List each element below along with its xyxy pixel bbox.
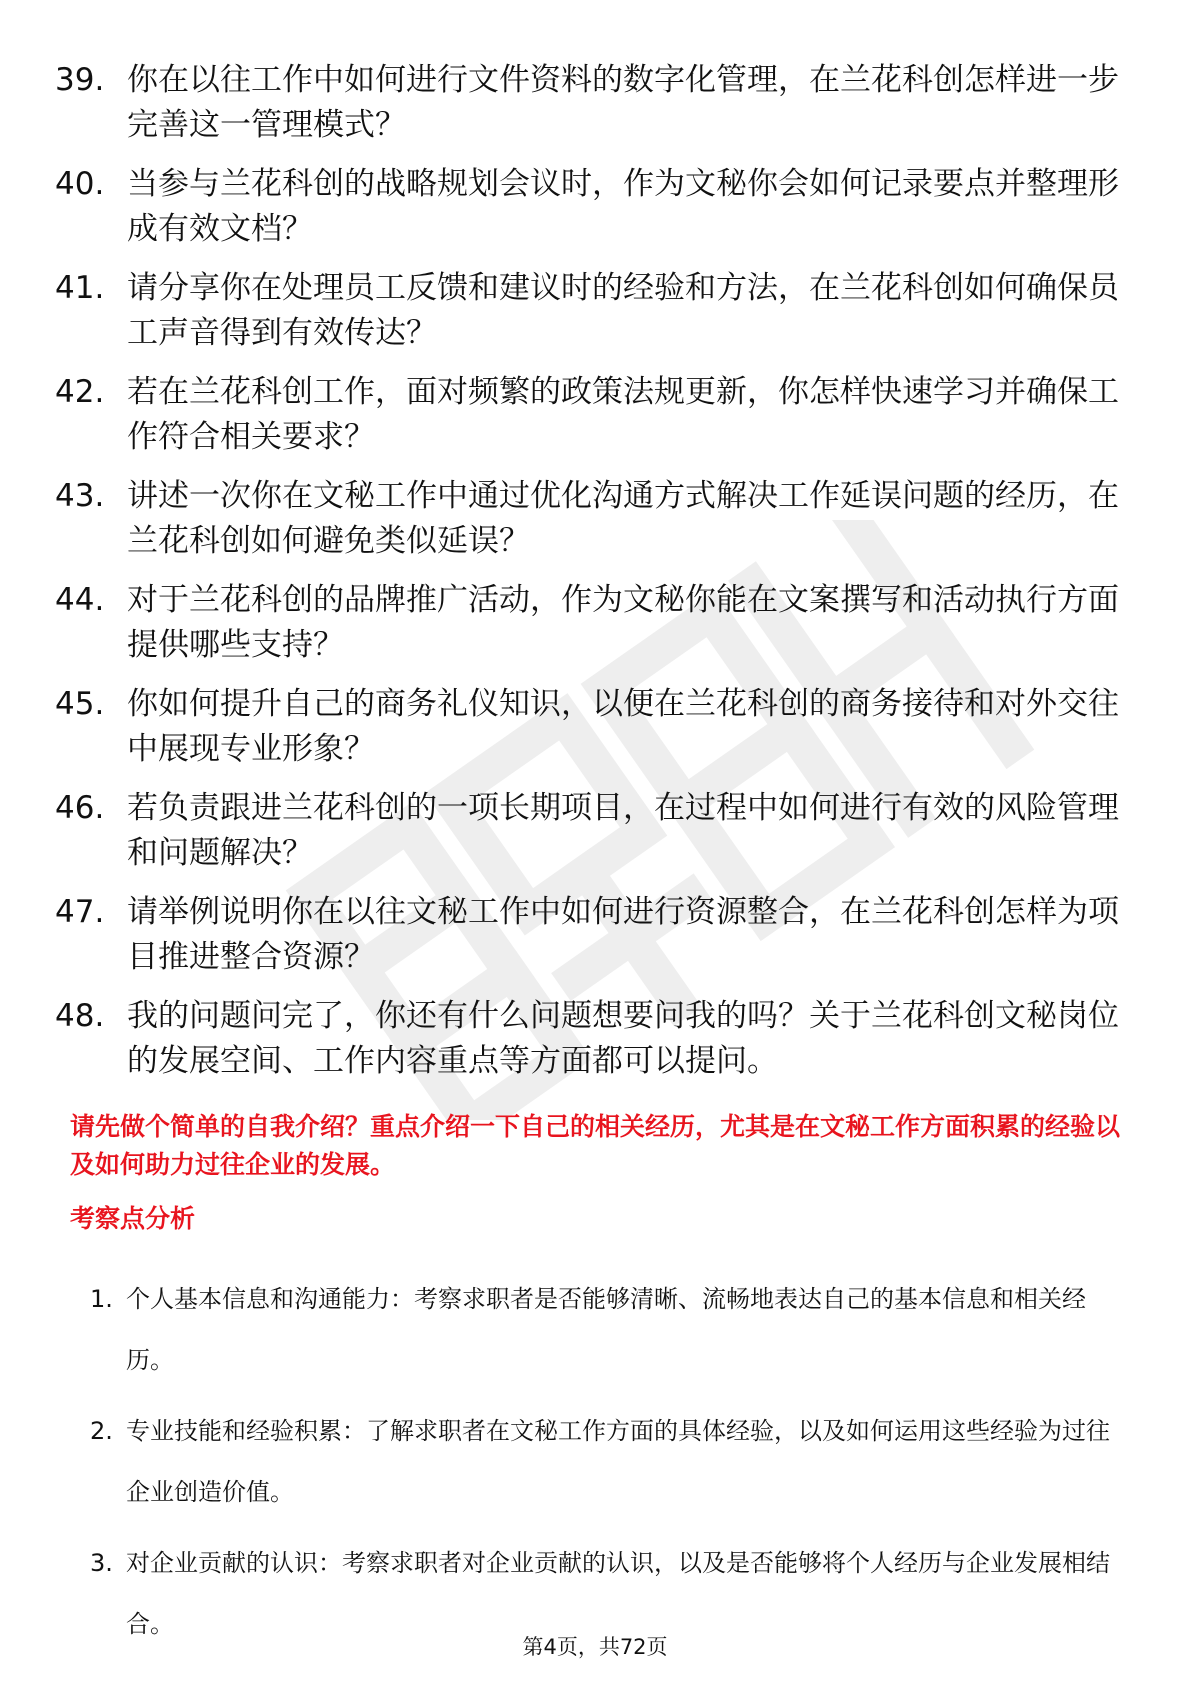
question-number: 43. — [55, 478, 105, 514]
analysis-number: 2. — [90, 1417, 113, 1445]
intro-question: 请先做个简单的自我介绍？重点介绍一下自己的相关经历，尤其是在文秘工作方面积累的经验以及如何助力过往企业的发展。 — [70, 1112, 1121, 1179]
analysis-item — [0, 1269, 1190, 1401]
question-list — [0, 58, 1190, 1098]
analysis-text: 个人基本信息和沟通能力：考察求职者是否能够清晰、流畅地表达自己的基本信息和相关经历。 — [126, 1285, 1086, 1374]
question-item — [0, 890, 1190, 994]
question-item — [0, 786, 1190, 890]
analysis-number: 3. — [90, 1549, 113, 1577]
analysis-number: 1. — [90, 1285, 113, 1313]
question-text: 请举例说明你在以往文秘工作中如何进行资源整合，在兰花科创怎样为项目推进整合资源？ — [127, 894, 1119, 975]
analysis-item — [0, 1401, 1190, 1533]
question-number: 45. — [55, 686, 105, 722]
analysis-title: 考察点分析 — [70, 1204, 196, 1233]
question-number: 47. — [55, 894, 105, 930]
question-item — [0, 578, 1190, 682]
analysis-text: 专业技能和经验积累：了解求职者在文秘工作方面的具体经验，以及如何运用这些经验为过往企业创造价值。 — [126, 1417, 1110, 1506]
question-number: 48. — [55, 998, 105, 1034]
question-number: 42. — [55, 374, 105, 410]
question-text: 对于兰花科创的品牌推广活动，作为文秘你能在文案撰写和活动执行方面提供哪些支持？ — [127, 582, 1119, 663]
question-item — [0, 266, 1190, 370]
question-number: 39. — [55, 62, 105, 98]
question-text: 你在以往工作中如何进行文件资料的数字化管理，在兰花科创怎样进一步完善这一管理模式？ — [127, 62, 1119, 143]
question-item — [0, 58, 1190, 162]
question-text: 讲述一次你在文秘工作中通过优化沟通方式解决工作延误问题的经历，在兰花科创如何避免类似延误？ — [127, 478, 1119, 559]
question-item — [0, 994, 1190, 1098]
question-item — [0, 474, 1190, 578]
question-item — [0, 162, 1190, 266]
question-item — [0, 370, 1190, 474]
question-number: 46. — [55, 790, 105, 826]
question-item — [0, 682, 1190, 786]
question-text: 你如何提升自己的商务礼仪知识，以便在兰花科创的商务接待和对外交往中展现专业形象？ — [127, 686, 1119, 767]
question-number: 44. — [55, 582, 105, 618]
page-footer: 第4页，共72页 — [522, 1635, 668, 1659]
analysis-text: 对企业贡献的认识：考察求职者对企业贡献的认识，以及是否能够将个人经历与企业发展相结合。 — [126, 1549, 1110, 1638]
question-text: 若负责跟进兰花科创的一项长期项目，在过程中如何进行有效的风险管理和问题解决？ — [127, 790, 1119, 871]
question-text: 若在兰花科创工作，面对频繁的政策法规更新，你怎样快速学习并确保工作符合相关要求？ — [127, 374, 1119, 455]
question-text: 当参与兰花科创的战略规划会议时，作为文秘你会如何记录要点并整理形成有效文档？ — [127, 166, 1119, 247]
question-number: 41. — [55, 270, 105, 306]
question-text: 我的问题问完了，你还有什么问题想要问我的吗？关于兰花科创文秘岗位的发展空间、工作内容重点等方面都可以提问。 — [127, 998, 1119, 1079]
question-number: 40. — [55, 166, 105, 202]
question-text: 请分享你在处理员工反馈和建议时的经验和方法，在兰花科创如何确保员工声音得到有效传达？ — [127, 270, 1119, 351]
analysis-list — [0, 1269, 1190, 1665]
